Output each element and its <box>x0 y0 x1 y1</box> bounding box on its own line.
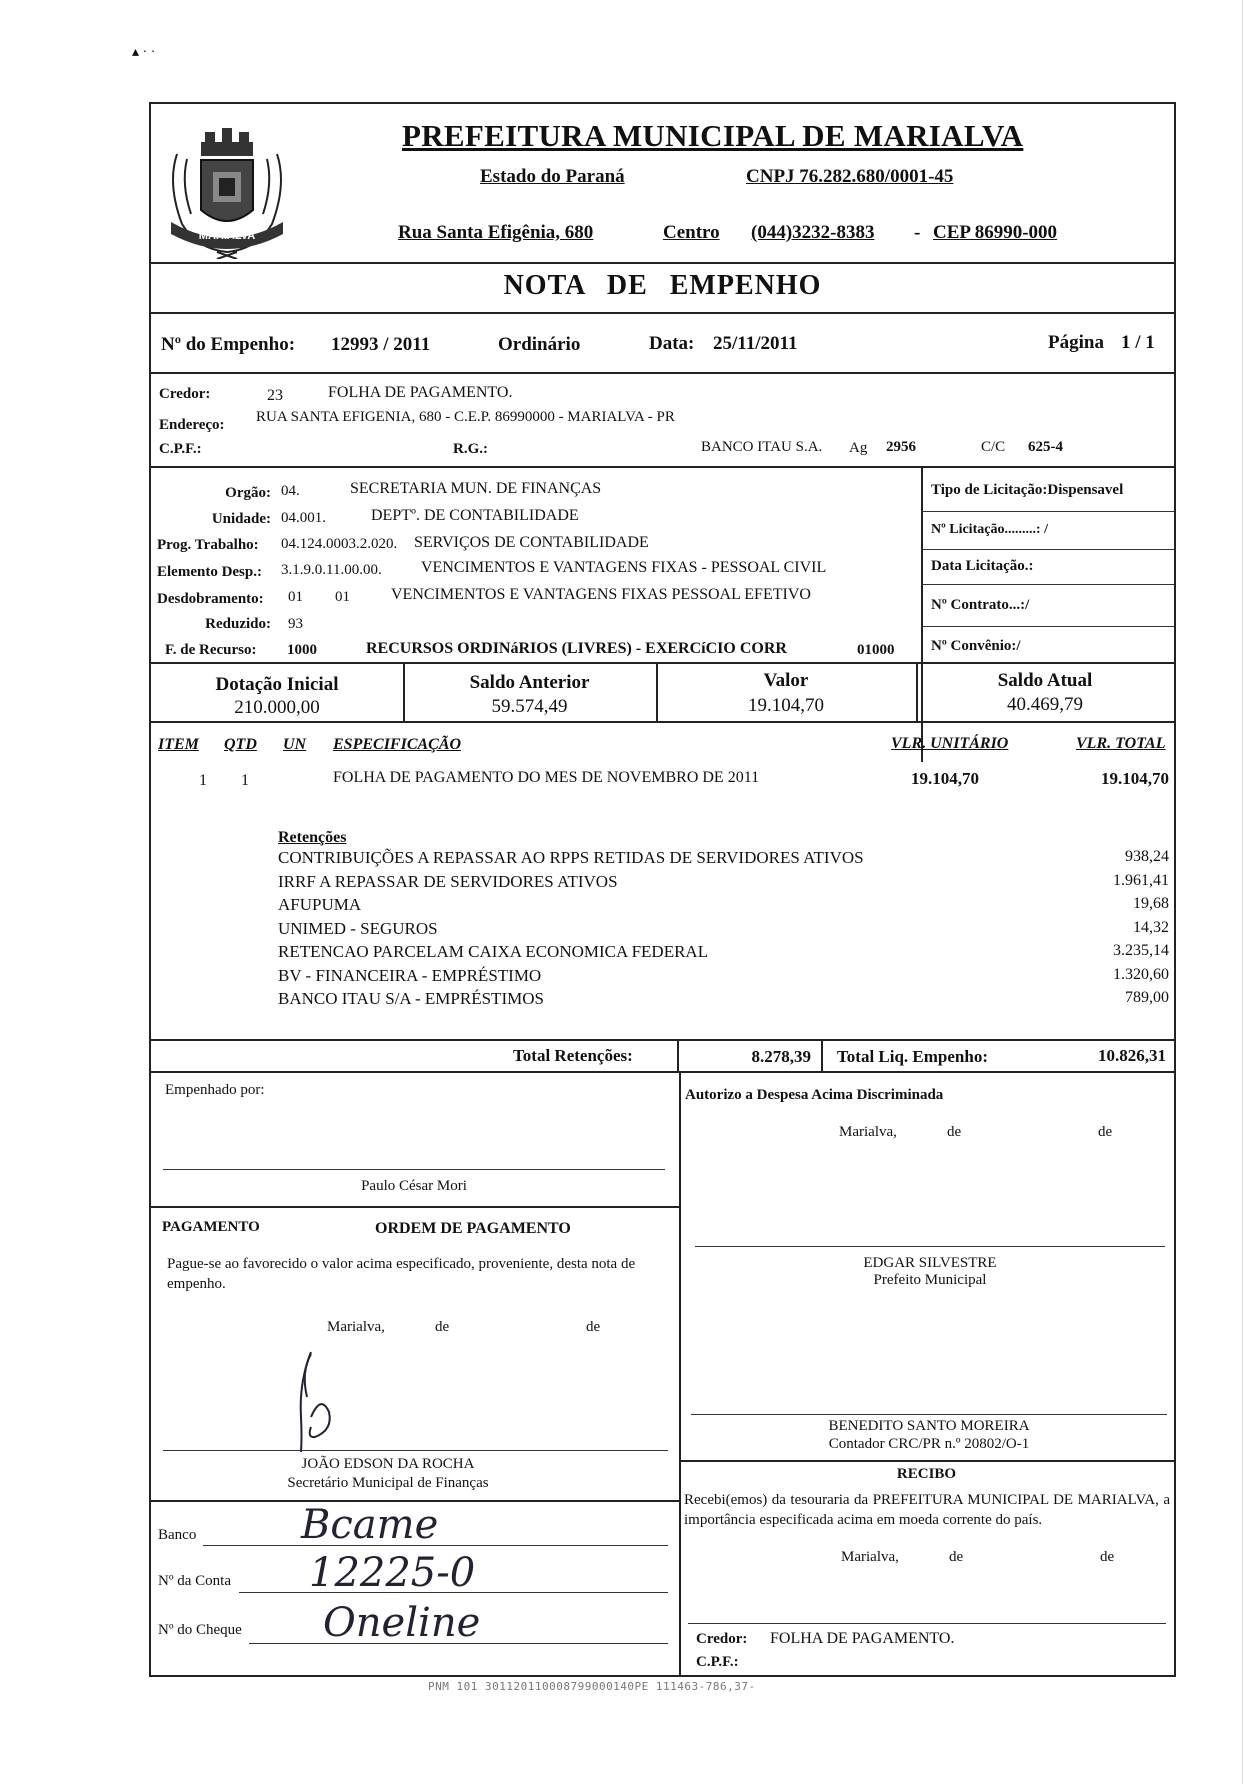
pagamento-city: Marialva, <box>327 1319 385 1335</box>
prefeito-cargo: Prefeito Municipal <box>873 1272 987 1288</box>
divider <box>151 262 1174 264</box>
pagamento-label: PAGAMENTO <box>162 1219 260 1235</box>
retencao-desc: RETENCAO PARCELAM CAIXA ECONOMICA FEDERAL <box>278 942 709 961</box>
retencao-value: 938,24 <box>1125 848 1169 865</box>
divider <box>151 721 1174 723</box>
valor-label: Valor <box>763 670 809 691</box>
desd-label: Desdobramento: <box>157 591 264 607</box>
date-label: Data: <box>649 333 695 354</box>
cc-label: C/C <box>981 439 1006 455</box>
divider <box>921 549 1174 550</box>
desd-value: VENCIMENTOS E VANTAGENS FIXAS PESSOAL EFETIVO <box>391 586 811 603</box>
retencao-desc: BANCO ITAU S/A - EMPRÉSTIMOS <box>278 989 544 1008</box>
cheque-label: Nº do Cheque <box>158 1622 242 1638</box>
retencao-value: 789,00 <box>1125 989 1169 1006</box>
bank-name: BANCO ITAU S.A. <box>701 439 823 455</box>
divider <box>679 1460 1174 1462</box>
page-label: Página <box>1048 332 1104 353</box>
autorizo-label: Autorizo a Despesa Acima Discriminada <box>685 1087 944 1103</box>
cheque-handwritten: Oneline <box>323 1600 481 1646</box>
prog-label: Prog. Trabalho: <box>157 537 259 553</box>
total-retencoes-label: Total Retenções: <box>513 1046 633 1065</box>
retencao-value: 19,68 <box>1133 895 1169 912</box>
banco-handwritten: Bcame <box>301 1502 439 1548</box>
retencao-row <box>278 989 1169 1013</box>
empenhado-por-label: Empenhado por: <box>165 1082 265 1098</box>
retencao-row <box>278 919 1169 943</box>
cpf-label: C.P.F.: <box>159 441 202 457</box>
col-item: ITEM <box>158 736 199 753</box>
recibo-text: Recebi(emos) da tesouraria da PREFEITURA MUNICIPAL DE MARIALVA, a importância especificada acima em moeda corrente do país. <box>684 1492 1170 1528</box>
retencao-value: 1.320,60 <box>1113 965 1169 983</box>
cc-value: 625-4 <box>1028 439 1063 455</box>
tipo-licitacao: Tipo de Licitação:Dispensavel <box>931 482 1124 498</box>
retencao-desc: BV - FINANCEIRA - EMPRÉSTIMO <box>278 965 542 985</box>
cnpj-text: CNPJ 76.282.680/0001-45 <box>746 166 954 187</box>
signature-line <box>695 1246 1165 1247</box>
cep-text: CEP 86990-000 <box>933 222 1058 243</box>
desd-code1: 01 <box>288 589 303 605</box>
signature-line <box>163 1169 665 1170</box>
divider <box>151 372 1174 374</box>
divider <box>151 1206 679 1208</box>
col-espec: ESPECIFICAÇÃO <box>333 736 462 753</box>
ordem-pagamento-label: ORDEM DE PAGAMENTO <box>375 1220 571 1237</box>
prefeito-nome: EDGAR SILVESTRE <box>863 1255 997 1271</box>
page-value: 1 / 1 <box>1121 332 1155 353</box>
n-licitacao: Nº Licitação.........: / <box>931 522 1048 537</box>
retencoes-title: Retenções <box>278 829 347 846</box>
total-retencoes-value: 8.278,39 <box>751 1047 811 1066</box>
endereco-value: RUA SANTA EFIGENIA, 680 - C.E.P. 86990000 - MARIALVA - PR <box>256 409 675 425</box>
credor-code: 23 <box>267 387 283 404</box>
retencao-row <box>278 966 1169 990</box>
recibo-credor-label: Credor: <box>696 1631 748 1647</box>
seal-banner-text: MARIALVA <box>198 230 256 242</box>
empenhado-nome: Paulo César Mori <box>361 1178 467 1194</box>
recibo-credor-value: FOLHA DE PAGAMENTO. <box>770 1630 955 1647</box>
saldo-atual-label: Saldo Atual <box>997 670 1093 691</box>
desd-code2: 01 <box>335 589 350 605</box>
item-qtd: 1 <box>241 772 249 789</box>
empenho-label: Nº do Empenho: <box>161 334 296 355</box>
divider <box>921 626 1174 627</box>
secretario-cargo: Secretário Municipal de Finanças <box>287 1475 489 1491</box>
recibo-title: RECIBO <box>896 1466 957 1482</box>
phone-text: (044)3232-8383 <box>751 222 875 243</box>
pagamento-de2: de <box>586 1319 601 1335</box>
divider <box>921 584 1174 585</box>
credor-name: FOLHA DE PAGAMENTO. <box>328 384 513 401</box>
col-un: UN <box>283 736 307 753</box>
unidade-label: Unidade: <box>211 511 271 527</box>
valor-value: 19.104,70 <box>748 695 824 716</box>
item-total-value: 19.104,70 <box>1101 769 1169 788</box>
divider <box>677 1039 679 1071</box>
prog-value: SERVIÇOS DE CONTABILIDADE <box>414 534 649 551</box>
recibo-cpf-label: C.P.F.: <box>696 1654 739 1670</box>
conta-handwritten: 12225-0 <box>309 1550 476 1596</box>
retencao-row <box>278 895 1169 919</box>
item-unit-value: 19.104,70 <box>911 769 979 788</box>
col-vlr-unit: VLR. UNITÁRIO <box>891 735 1009 752</box>
divider <box>679 1071 681 1675</box>
date-value: 25/11/2011 <box>713 333 798 354</box>
recurso-code: 1000 <box>287 642 317 658</box>
retencao-desc: AFUPUMA <box>278 895 362 914</box>
divider <box>921 511 1174 512</box>
recibo-city: Marialva, <box>841 1549 899 1565</box>
footer-code: PNM 101 301120110008799000140PE 111463-786,37- <box>428 1680 756 1693</box>
n-contrato: Nº Contrato...:/ <box>931 597 1030 613</box>
elem-value: VENCIMENTOS E VANTAGENS FIXAS - PESSOAL CIVIL <box>421 559 827 576</box>
orgao-value: SECRETARIA MUN. DE FINANÇAS <box>350 480 602 497</box>
rg-label: R.G.: <box>453 441 488 457</box>
divider <box>151 466 1174 468</box>
doc-title: NOTA DE EMPENHO <box>503 270 822 301</box>
pagamento-de1: de <box>435 1319 450 1335</box>
elem-label: Elemento Desp.: <box>157 564 262 580</box>
divider <box>151 662 1174 664</box>
retencao-desc: CONTRIBUIÇÕES A REPASSAR AO RPPS RETIDAS DE SERVIDORES ATIVOS <box>278 848 864 867</box>
autorizo-city: Marialva, <box>839 1124 897 1140</box>
saldo-atual-value: 40.469,79 <box>1007 694 1083 715</box>
signature-line <box>691 1414 1167 1415</box>
col-vlr-total: VLR. TOTAL <box>1076 735 1166 752</box>
reduzido-label: Reduzido: <box>205 616 271 632</box>
endereco-label: Endereço: <box>159 417 225 433</box>
autorizo-de1: de <box>947 1124 962 1140</box>
scan-speck: ▴ · · <box>132 45 156 60</box>
divider <box>821 1039 823 1071</box>
item-desc: FOLHA DE PAGAMENTO DO MES DE NOVEMBRO DE 2011 <box>333 769 760 786</box>
dotacao-value: 210.000,00 <box>234 697 320 718</box>
district-text: Centro <box>663 222 720 243</box>
signature-line <box>163 1450 668 1451</box>
municipal-seal <box>157 114 297 259</box>
n-convenio: Nº Convênio:/ <box>931 638 1021 654</box>
saldo-anterior-label: Saldo Anterior <box>469 672 590 693</box>
retencao-row <box>278 872 1169 896</box>
elem-code: 3.1.9.0.11.00.00. <box>281 562 382 578</box>
retencao-value: 1.961,41 <box>1113 871 1169 889</box>
retencao-desc: IRRF A REPASSAR DE SERVIDORES ATIVOS <box>278 871 618 891</box>
item-number: 1 <box>199 772 207 789</box>
recurso-label: F. de Recurso: <box>165 642 257 658</box>
reduzido-value: 93 <box>288 616 303 632</box>
orgao-label: Orgão: <box>225 485 271 501</box>
signature-line <box>688 1623 1166 1624</box>
contador-cargo: Contador CRC/PR n.º 20802/O-1 <box>828 1436 1030 1452</box>
ag-label: Ag <box>849 440 868 456</box>
divider <box>151 312 1174 314</box>
retencoes-list <box>278 848 1169 1013</box>
state-text: Estado do Paraná <box>480 166 625 187</box>
retencao-value: 3.235,14 <box>1113 942 1169 959</box>
address-text: Rua Santa Efigênia, 680 <box>398 222 594 243</box>
contador-nome: BENEDITO SANTO MOREIRA <box>828 1418 1030 1434</box>
recurso-code2: 01000 <box>857 642 895 658</box>
divider <box>151 1039 1174 1041</box>
dotacao-label: Dotação Inicial <box>215 674 339 695</box>
recibo-de2: de <box>1100 1549 1115 1565</box>
total-liq-label: Total Liq. Empenho: <box>837 1047 988 1066</box>
handwritten-signature <box>271 1342 391 1462</box>
unidade-value: DEPTº. DE CONTABILIDADE <box>371 507 579 524</box>
pague-text: Pague-se ao favorecido o valor acima especificado, proveniente, desta nota de empenho. <box>167 1256 636 1292</box>
unidade-code: 04.001. <box>281 510 326 526</box>
banco-label: Banco <box>158 1527 197 1543</box>
secretario-nome: JOÃO EDSON DA ROCHA <box>301 1456 475 1472</box>
ag-value: 2956 <box>886 439 916 455</box>
saldo-anterior-value: 59.574,49 <box>491 696 568 717</box>
prog-code: 04.124.0003.2.020. <box>281 536 398 552</box>
credor-label: Credor: <box>159 386 211 402</box>
retencao-row <box>278 942 1169 966</box>
phone-sep: - <box>914 222 921 243</box>
retencao-row <box>278 848 1169 872</box>
divider <box>151 1071 1174 1073</box>
recibo-de1: de <box>949 1549 964 1565</box>
data-licitacao: Data Licitação.: <box>931 558 1034 574</box>
nota-empenho-form <box>149 102 1176 1677</box>
conta-label: Nº da Conta <box>158 1573 231 1589</box>
empenho-number: 12993 / 2011 <box>331 334 431 355</box>
autorizo-de2: de <box>1098 1124 1113 1140</box>
page-title: PREFEITURA MUNICIPAL DE MARIALVA <box>402 118 1024 153</box>
orgao-code: 04. <box>281 483 300 499</box>
retencao-value: 14,32 <box>1133 918 1169 936</box>
total-liq-value: 10.826,31 <box>1098 1046 1166 1065</box>
col-qtd: QTD <box>224 736 257 753</box>
retencao-desc: UNIMED - SEGUROS <box>278 918 438 938</box>
recurso-value: RECURSOS ORDINáRIOS (LIVRES) - EXERCíCIO CORR <box>366 640 787 657</box>
empenho-type: Ordinário <box>498 334 581 355</box>
